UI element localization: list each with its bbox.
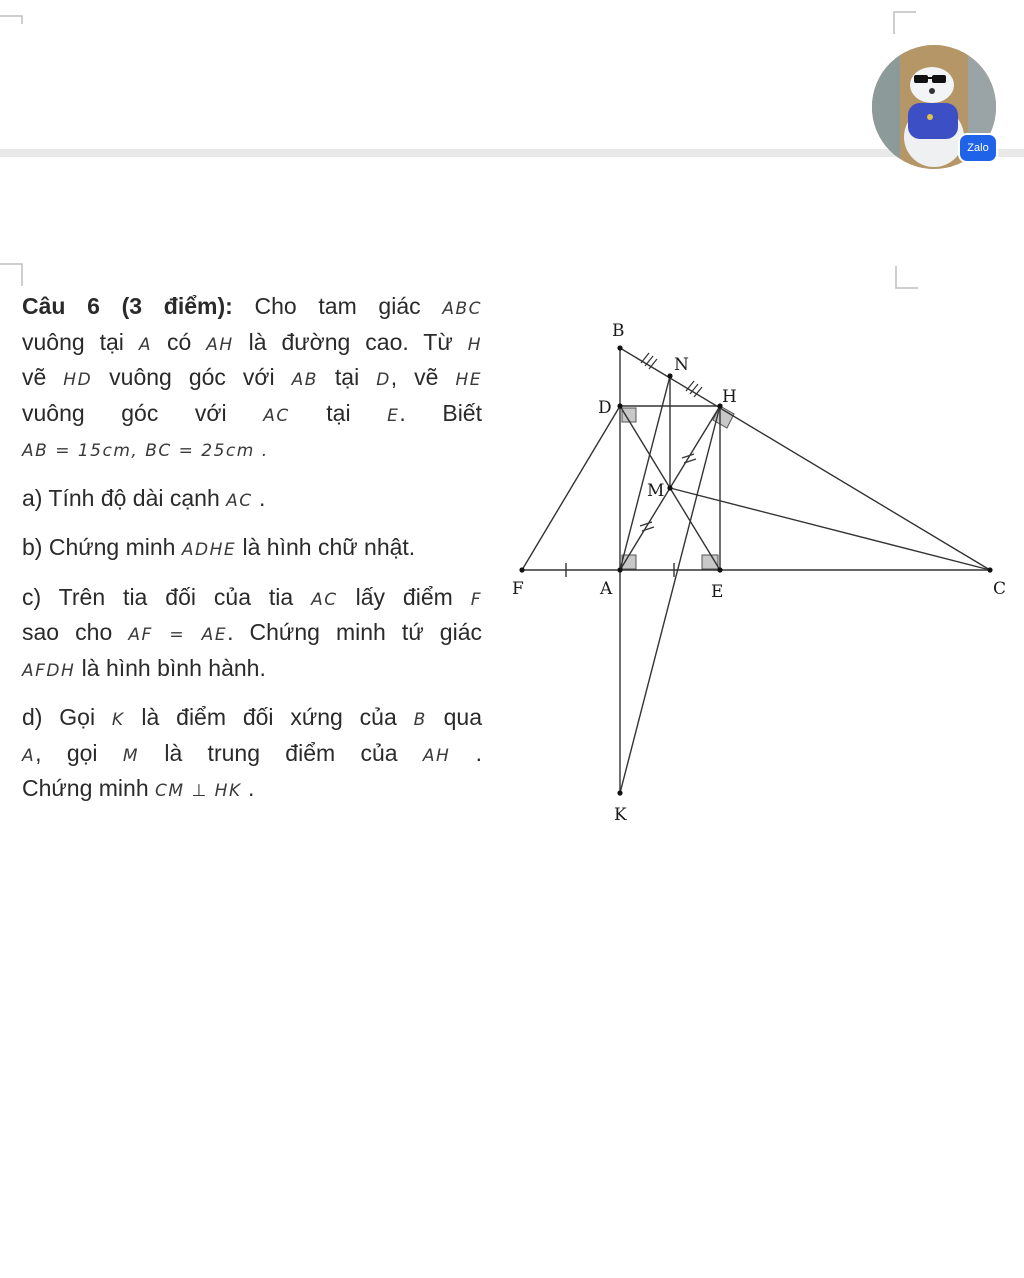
math-var: M bbox=[122, 745, 140, 766]
text-fragment: , gọi bbox=[35, 739, 123, 766]
math-var: AC bbox=[226, 490, 253, 511]
math-var: AH bbox=[206, 334, 234, 355]
math-var: HE bbox=[455, 370, 483, 390]
label-M: M bbox=[647, 481, 665, 501]
problem-line-2 bbox=[22, 326, 482, 362]
point-A bbox=[617, 567, 622, 572]
math-var: ABC bbox=[442, 299, 482, 319]
crop-mark-mid-right bbox=[894, 266, 918, 290]
point-B bbox=[617, 345, 622, 350]
math-var: A bbox=[138, 334, 153, 355]
point-C bbox=[987, 567, 992, 572]
math-var: H bbox=[467, 334, 482, 355]
text-fragment: vuông góc với bbox=[22, 399, 264, 426]
math-var: AC bbox=[263, 405, 290, 426]
math-var: E bbox=[387, 405, 400, 426]
text-fragment: c) Trên tia đối của tia bbox=[22, 583, 312, 610]
math-var: F bbox=[470, 589, 482, 610]
label-K: K bbox=[614, 805, 627, 825]
text-fragment: vuông góc với bbox=[92, 364, 292, 390]
math-var: AB bbox=[291, 370, 318, 390]
text-fragment: tại bbox=[317, 364, 377, 390]
crop-mark-top-left bbox=[0, 0, 24, 24]
math-var: ADHE bbox=[181, 540, 237, 560]
question-c-line-3 bbox=[22, 652, 482, 688]
text-fragment: vuông tại bbox=[22, 328, 139, 355]
point-K bbox=[617, 790, 622, 795]
crop-mark-top-right bbox=[892, 10, 916, 34]
text-fragment: . bbox=[252, 484, 266, 511]
text-fragment: qua bbox=[426, 704, 482, 730]
label-C: C bbox=[993, 579, 1007, 599]
text-fragment: b) Chứng minh bbox=[22, 534, 182, 560]
text-fragment: là trung điểm của bbox=[139, 739, 423, 766]
text-fragment: có bbox=[152, 328, 207, 355]
question-c-line-2 bbox=[22, 616, 482, 652]
text-fragment: . Biết bbox=[399, 399, 482, 426]
text-fragment: là đường cao. Từ bbox=[233, 328, 468, 355]
label-H: H bbox=[722, 387, 737, 407]
question-c-line-1 bbox=[22, 581, 482, 617]
point-D bbox=[617, 403, 622, 408]
problem-line-1 bbox=[22, 290, 482, 326]
text-fragment: tại bbox=[289, 399, 388, 426]
text-fragment: a) Tính độ dài cạnh bbox=[22, 484, 227, 511]
problem-given bbox=[22, 432, 482, 468]
point-F bbox=[519, 567, 524, 572]
math-var: D bbox=[376, 370, 391, 390]
text-fragment: là hình chữ nhật. bbox=[236, 534, 416, 560]
problem-line-4 bbox=[22, 397, 482, 433]
question-a bbox=[22, 482, 482, 518]
math-var: HD bbox=[63, 370, 93, 390]
point-E bbox=[717, 567, 722, 572]
problem-text bbox=[22, 290, 482, 808]
label-A: A bbox=[600, 579, 613, 599]
label-E: E bbox=[711, 582, 724, 602]
math-var: K bbox=[111, 710, 125, 730]
text-fragment: d) Gọi bbox=[22, 704, 112, 730]
math-var: AF = AE bbox=[128, 625, 228, 645]
label-B: B bbox=[612, 321, 625, 341]
question-d-line-2 bbox=[22, 737, 482, 773]
math-var: AB = 15cm, BC = 25cm . bbox=[22, 441, 269, 461]
point-N bbox=[667, 373, 672, 378]
line-BC bbox=[620, 348, 990, 570]
text-fragment: là hình bình hành. bbox=[75, 654, 266, 681]
text-fragment: . bbox=[241, 775, 255, 801]
problem-title: Câu 6 (3 điểm): bbox=[22, 293, 233, 319]
question-b bbox=[22, 531, 482, 567]
problem-line-3 bbox=[22, 361, 482, 397]
text-fragment: . bbox=[450, 739, 483, 766]
text-fragment: , vẽ bbox=[390, 364, 456, 390]
page-separator bbox=[0, 149, 1024, 157]
math-var: B bbox=[413, 710, 427, 730]
text-fragment: vẽ bbox=[22, 364, 64, 390]
point-M bbox=[667, 485, 672, 490]
label-N: N bbox=[674, 355, 689, 375]
line-FD bbox=[522, 406, 620, 570]
math-var: AH bbox=[422, 745, 451, 766]
text-fragment: Chứng minh bbox=[22, 775, 156, 801]
crop-mark-mid-left bbox=[0, 262, 24, 286]
zalo-badge[interactable]: Zalo bbox=[958, 133, 998, 163]
math-var: AFDH bbox=[22, 660, 76, 681]
line-NA bbox=[620, 376, 670, 570]
text-fragment: lấy điểm bbox=[337, 583, 471, 610]
question-d-line-1 bbox=[22, 701, 482, 737]
math-var: AC bbox=[311, 589, 338, 610]
math-var: A bbox=[22, 745, 36, 766]
text-fragment: . Chứng minh tứ giác bbox=[227, 619, 482, 645]
text-fragment: sao cho bbox=[22, 619, 129, 645]
label-F: F bbox=[512, 579, 524, 599]
geometry-figure bbox=[500, 300, 1024, 840]
question-d-line-3 bbox=[22, 772, 482, 808]
math-var: CM ⊥ HK bbox=[155, 781, 242, 801]
text-fragment: Cho tam giác bbox=[232, 293, 443, 319]
label-D: D bbox=[598, 398, 612, 418]
text-fragment: là điểm đối xứng của bbox=[124, 704, 414, 730]
